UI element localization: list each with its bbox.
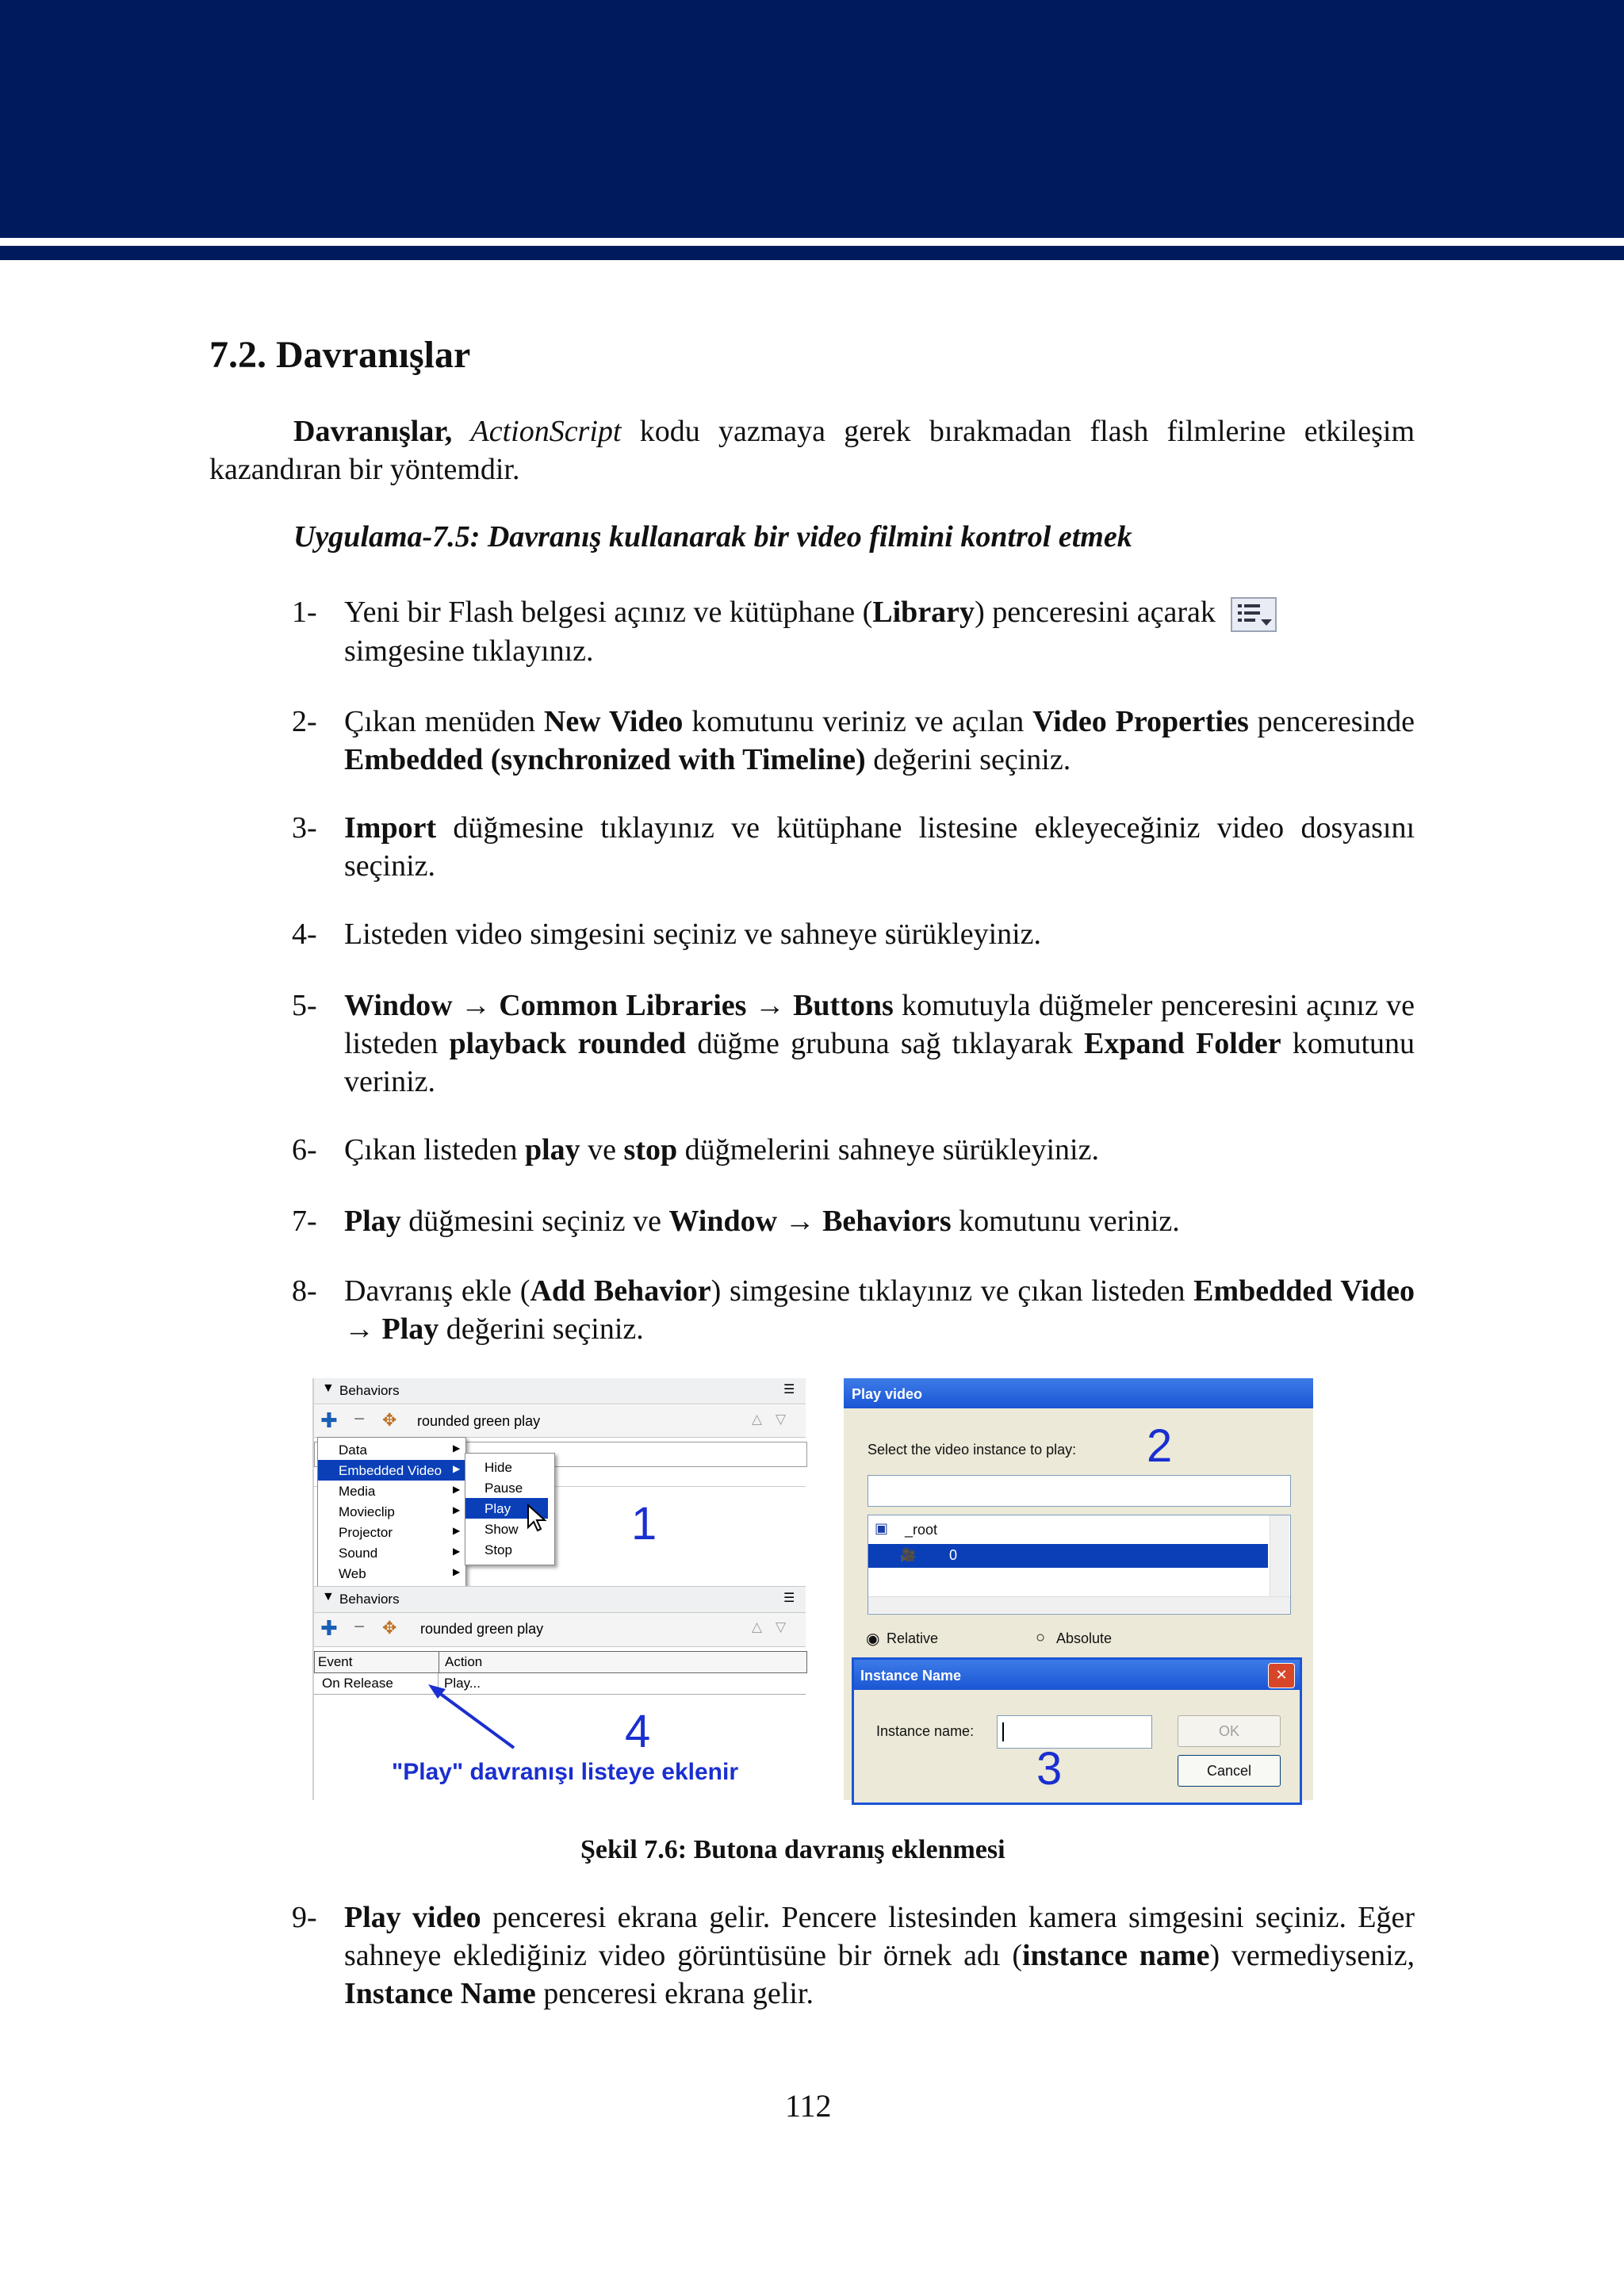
section-title: 7.2. Davranışlar [209,334,471,376]
step-text-bold: play [524,1133,580,1167]
behaviors-panel-header [314,1378,806,1404]
menu-item-web[interactable]: Web ▶ [339,1566,461,1581]
relative-label: Relative [887,1630,939,1646]
close-icon[interactable]: ✕ [1268,1663,1295,1688]
absolute-radio[interactable]: ○ [1036,1629,1046,1646]
button-symbol-icon: ✥ [382,1410,397,1430]
intro-rest: kodu yazmaya gerek bırakmadan flash filmlerine etkileşim kazandıran bir yöntemdir. [209,415,1415,486]
step-number: 4- [292,918,317,951]
action-cell: Play... [444,1676,481,1691]
tree-child-label: 0 [949,1547,958,1563]
step-text-bold: Play [344,1205,401,1238]
step-text [344,703,1415,779]
step-text-bold: Library [872,596,975,629]
menu-item-movieclip[interactable]: Movieclip ▶ [339,1504,461,1519]
step-text-bold: Play video [344,1901,481,1934]
horizontal-scrollbar[interactable] [868,1596,1290,1613]
step-text-bold: Import [344,811,437,845]
step-number: 8- [292,1274,317,1308]
play-video-titlebar [844,1378,1313,1408]
step-text-bold: stop [623,1133,678,1167]
step-text-part: komutunu veriniz ve açılan [683,705,1033,738]
step-text-bold: Window [668,1205,778,1238]
behaviors-toolbar-2 [314,1613,806,1647]
cancel-button[interactable]: Cancel [1178,1755,1281,1787]
add-behavior-icon[interactable]: ✚ [320,1408,338,1432]
step-number: 5- [292,989,317,1022]
instance-path-field[interactable] [868,1475,1291,1507]
step-1 [292,593,1415,670]
step-text-part: ) simgesine tıklayınız ve çıkan listeden [710,1274,1194,1308]
behaviors-screenshot [312,1378,806,1800]
step-4 [292,915,1415,953]
step-text-part: komutuyla düğmeler penceresini açınız ve listeden [344,989,1415,1060]
instance-tree [868,1515,1291,1615]
step-text [344,593,1415,670]
step-text-part: penceresinde [1248,705,1415,738]
submenu-item-stop[interactable]: Stop [485,1542,512,1557]
step-text-part: komutunu veriniz. [344,1027,1415,1098]
instance-name-label: Instance name: [876,1723,975,1739]
intro-bold: Davranışlar, [293,415,453,448]
step-3 [292,809,1415,885]
step-text-part: düğmesine tıklayınız ve kütüphane listesine ekleyeceğiniz video dosyasını seçiniz. [344,811,1415,883]
step-text-part: → [452,989,500,1022]
move-down-icon[interactable]: ▽ [776,1619,787,1634]
collapse-triangle-icon[interactable]: ▼ [322,1590,335,1603]
step-text-part: → [777,1205,823,1238]
behaviors-panel-title: Behaviors [339,1383,400,1398]
step-number: 6- [292,1133,317,1167]
mouse-cursor-icon [527,1504,547,1532]
step-text-part: Listeden video simgesini seçiniz ve sahneye sürükleyiniz. [344,918,1042,951]
step-number: 3- [292,811,317,845]
step-number: 1- [292,596,317,629]
step-5 [292,987,1415,1101]
step-text-bold: Instance Name [344,1977,536,2010]
instance-name-input[interactable] [997,1715,1152,1749]
library-menu-icon [1231,597,1277,632]
step-7 [292,1202,1415,1240]
behaviors-table-row[interactable] [314,1673,806,1695]
behaviors-panel-title: Behaviors [339,1592,400,1607]
intro-italic: ActionScript [470,415,622,448]
step-text-part: komutunu veriniz. [951,1205,1180,1238]
column-event: Event [318,1654,353,1669]
panel-menu-icon[interactable]: ☰ [783,1592,795,1605]
step-text-part: Çıkan listeden [344,1133,525,1167]
absolute-label: Absolute [1056,1630,1113,1646]
step-text [344,809,1415,885]
selected-object-name: rounded green play [417,1413,541,1429]
step-text-part: ) penceresini açarak [975,596,1216,629]
panel-menu-icon[interactable]: ☰ [783,1383,795,1396]
header-stripe-bottom [0,246,1624,260]
selected-object-name: rounded green play [420,1621,544,1637]
submenu-item-hide[interactable]: Hide [485,1460,512,1475]
step-text-part: ) vermediyseniz, [1209,1939,1415,1972]
step-text-part: Çıkan menüden [344,705,544,738]
page-number: 112 [785,2088,832,2124]
step-text-bold: Play [381,1312,439,1346]
step-6 [292,1131,1415,1169]
step-number: 7- [292,1205,317,1238]
camera-icon: 🎥 [900,1549,916,1562]
step-text-bold: playback rounded [449,1027,687,1060]
column-action: Action [445,1654,483,1669]
step-text-part: düğmesini seçiniz ve [400,1205,669,1238]
remove-behavior-icon[interactable]: − [354,1408,366,1430]
move-up-icon[interactable]: △ [752,1619,763,1634]
callout-number-3: 3 [1036,1743,1063,1795]
instance-name-titlebar [854,1660,1300,1690]
step-text-bold: Common Libraries [499,989,747,1022]
menu-item-data[interactable]: Data ▶ [339,1442,461,1458]
application-title: Uygulama-7.5: Davranış kullanarak bir video filmini kontrol etmek [293,520,1132,554]
root-node-icon: ▣ [875,1520,889,1536]
relative-radio[interactable]: ◉ [866,1630,880,1648]
step-text-bold: Embedded Video [1193,1274,1415,1308]
add-behavior-menu [317,1437,466,1588]
menu-item-sound[interactable]: Sound ▶ [339,1546,461,1561]
step-text-part: ve [580,1133,624,1167]
step-9 [292,1898,1415,2013]
step-text-part: düğmelerini sahneye sürükleyiniz. [677,1133,1099,1167]
move-up-icon[interactable]: △ [752,1412,763,1427]
figure-caption: Şekil 7.6: Butona davranış eklenmesi [580,1835,1005,1864]
step-text-part: düğme grubuna sağ tıklayarak [686,1027,1084,1060]
step-text-part: simgesine tıklayınız. [344,634,594,669]
submenu-item-play[interactable]: Play [465,1498,548,1519]
step-text-part: → [746,989,794,1022]
step-text-bold: instance name [1021,1939,1210,1972]
step-text-bold: New Video [543,705,684,738]
step-text-part: → [344,1312,382,1346]
select-instance-prompt: Select the video instance to play: [868,1442,1077,1458]
tree-root-label[interactable]: _root [905,1522,938,1538]
step-number: 2- [292,705,317,738]
step-number: 9- [292,1901,317,1934]
step-text [344,1898,1415,2013]
step-text-part: değerini seçiniz. [439,1312,644,1346]
remove-behavior-icon[interactable]: − [354,1616,366,1638]
instance-name-title: Instance Name [860,1668,962,1684]
step-text-part: penceresi ekrana gelir. Pencere listesinden kamera simgesini seçiniz. Eğer sahneye eklediğiniz video görüntüsüne bir örnek adı ( [344,1901,1415,1972]
behaviors-table-header [314,1651,807,1673]
step-text-bold: Add Behavior [530,1274,711,1308]
tree-child-selected[interactable] [868,1544,1268,1568]
ok-button[interactable]: OK [1178,1715,1281,1747]
callout-number-4: 4 [625,1706,651,1757]
step-text-part: Davranış ekle ( [344,1274,530,1308]
behaviors-panel-header-2 [314,1586,806,1613]
vertical-scrollbar[interactable] [1270,1515,1289,1598]
step-text-part: Yeni bir Flash belgesi açınız ve kütüphane ( [344,596,873,629]
step-text [344,987,1415,1101]
submenu-item-show[interactable]: Show [485,1522,519,1537]
step-text-bold: Buttons [793,989,894,1022]
step-text-part: değerini seçiniz. [865,743,1071,776]
instance-name-dialog [852,1657,1302,1805]
step-8 [292,1272,1415,1348]
callout-number-1: 1 [631,1498,657,1550]
step-text [344,1272,1415,1348]
step-text-bold: Expand Folder [1083,1027,1281,1060]
menu-item-projector[interactable]: Projector ▶ [339,1525,461,1540]
step-text [344,915,1415,953]
step-text-bold: Behaviors [822,1205,952,1238]
collapse-triangle-icon[interactable]: ▼ [322,1381,335,1395]
behaviors-toolbar [314,1405,806,1438]
figure-7-6 [312,1378,1313,1800]
menu-item-embedded-video[interactable]: Embedded Video ▶ [318,1460,465,1481]
event-cell: On Release [322,1676,393,1691]
play-video-title: Play video [852,1386,923,1402]
submenu-item-pause[interactable]: Pause [485,1481,523,1496]
menu-item-media[interactable]: Media ▶ [339,1484,461,1499]
callout-arrow-icon [425,1683,520,1754]
intro-paragraph [209,412,1415,488]
header-band [0,0,1624,238]
step-text [344,1131,1415,1169]
play-video-dialog [844,1378,1313,1800]
step-2 [292,703,1415,779]
button-symbol-icon: ✥ [382,1618,397,1638]
step-text-bold: Video Properties [1032,705,1249,738]
step-text [344,1202,1415,1240]
step-text-part: penceresi ekrana gelir. [535,1977,814,2010]
callout-annotation: "Play" davranışı listeye eklenir [392,1759,739,1785]
callout-number-2: 2 [1147,1420,1173,1472]
step-text-bold: Embedded (synchronized with Timeline) [344,743,866,776]
add-behavior-icon[interactable]: ✚ [320,1616,338,1640]
move-down-icon[interactable]: ▽ [776,1412,787,1427]
header-stripe [0,238,1624,246]
step-text-bold: Window [344,989,453,1022]
